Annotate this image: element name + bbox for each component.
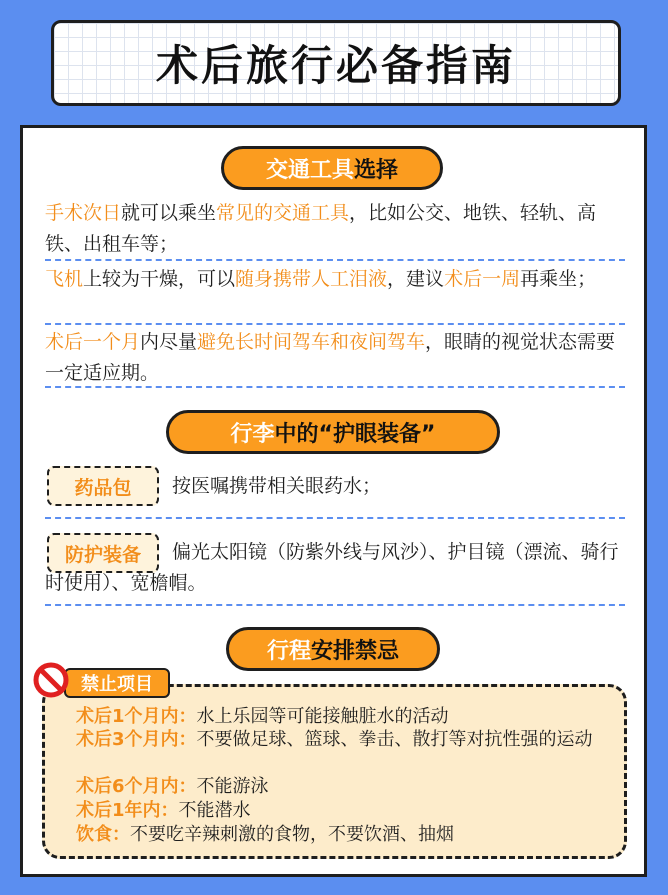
highlight-text: 避免长时间驾车和夜间驾车 (197, 331, 426, 353)
highlight-text: 常见的交通工具 (216, 202, 350, 224)
body-text: 上较为干燥，可以 (83, 268, 236, 290)
body-text: ，建议 (387, 268, 445, 290)
section-heading-itinerary (226, 627, 440, 671)
forbidden-item (76, 775, 621, 798)
forbidden-item-label: 饮食： (76, 824, 130, 845)
highlight-text: 飞机 (45, 268, 84, 290)
divider (45, 604, 625, 606)
forbidden-item (76, 823, 621, 846)
forbidden-item (76, 799, 621, 822)
heading-part: 选择 (354, 157, 399, 183)
forbidden-item-label: 术后1年内： (76, 800, 179, 821)
page-title: 术后旅行必备指南 (155, 41, 516, 90)
heading-part: 行程 (266, 638, 311, 664)
forbidden-item (76, 728, 621, 751)
forbidden-item-text: 不要吃辛辣刺激的食物，不要饮酒、抽烟 (130, 824, 454, 845)
body-text: ，比如公交、地铁、轻轨、高铁、出租车等； (45, 202, 597, 255)
heading-part: 安排禁忌 (311, 638, 400, 664)
transport-paragraph (45, 327, 630, 389)
heading-part: 中的“护眼装备” (274, 421, 436, 447)
highlight-text: 术后一周 (444, 268, 521, 290)
forbidden-item-label: 术后3个月内： (76, 729, 197, 750)
divider (45, 259, 625, 261)
luggage-item-text: 按医嘱携带相关眼药水； (172, 475, 382, 497)
section-heading-transport (221, 146, 443, 190)
body-text: 就可以乘坐 (121, 202, 217, 224)
section-heading-luggage (166, 410, 500, 454)
forbidden-item-text: 不要做足球、篮球、拳击、散打等对抗性强的运动 (196, 729, 593, 750)
no-entry-icon (33, 662, 69, 698)
divider (45, 386, 625, 388)
highlight-text: 随身携带人工泪液 (235, 268, 388, 290)
forbidden-item-text: 不能潜水 (178, 800, 251, 821)
divider (45, 517, 625, 519)
transport-paragraph (45, 198, 630, 260)
tag-protective-gear: 防护装备 (47, 533, 159, 573)
body-text: 内尽量 (140, 331, 198, 353)
divider (45, 323, 625, 325)
luggage-item-text: 偏光太阳镜（防紫外线与风沙）、护目镜（漂流、骑行时使用）、宽檐帽。 (45, 541, 619, 594)
heading-part: 行李 (230, 421, 275, 447)
body-text: ，眼睛的视觉状态需要一定适应期。 (45, 331, 616, 384)
body-text: 再乘坐； (520, 268, 597, 290)
tag-medicine-bag: 药品包 (47, 466, 159, 506)
heading-part: 交通工具 (265, 157, 354, 183)
highlight-text: 手术次日 (45, 202, 122, 224)
forbidden-item (76, 705, 621, 728)
forbidden-badge: 禁止项目 (64, 668, 170, 698)
title-banner (51, 20, 621, 106)
forbidden-item-text: 水上乐园等可能接触脏水的活动 (196, 706, 449, 727)
forbidden-item-label: 术后1个月内： (76, 706, 197, 727)
transport-paragraph (45, 264, 630, 295)
forbidden-item-label: 术后6个月内： (76, 776, 197, 797)
forbidden-item-text: 不能游泳 (196, 776, 269, 797)
highlight-text: 术后一个月 (45, 331, 141, 353)
